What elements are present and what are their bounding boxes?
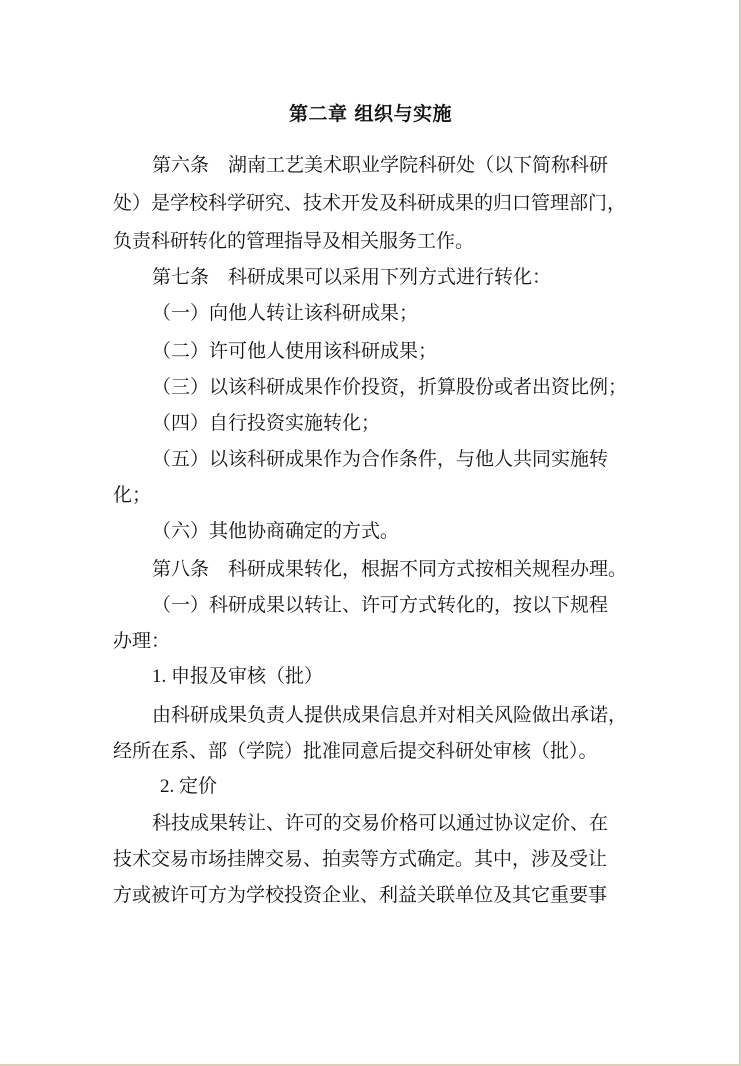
step-1-body-line-2: 经所在系、部（学院）批准同意后提交科研处审核（批）。: [113, 740, 598, 762]
method-2: （二）许可他人使用该科研成果；: [152, 340, 438, 362]
step-2-heading: 2. 定价: [160, 776, 218, 797]
article-6-line-1: 第六条 湖南工艺美术职业学院科研处（以下简称科研: [152, 154, 609, 176]
step-2-body-line-3: 方或被许可方为学校投资企业、利益关联单位及其它重要事: [113, 884, 608, 906]
article-6-line-2: 处）是学校科学研究、技术开发及科研成果的归口管理部门，: [113, 192, 627, 214]
method-1: （一）向他人转让该科研成果；: [152, 302, 419, 324]
article-8-line-1: 第八条 科研成果转化，根据不同方式按相关规程办理。: [152, 558, 628, 580]
article-7-line-1: 第七条 科研成果可以采用下列方式进行转化：: [152, 266, 552, 288]
step-2-body-line-1: 科技成果转让、许可的交易价格可以通过协议定价、在: [152, 812, 609, 834]
method-6: （六）其他协商确定的方式。: [152, 520, 400, 542]
step-1-body-line-1: 由科研成果负责人提供成果信息并对相关风险做出承诺，: [152, 704, 628, 726]
article-6-line-3: 负责科研转化的管理指导及相关服务工作。: [113, 230, 475, 252]
chapter-title: 第二章 组织与实施: [288, 103, 453, 125]
article-8-item-1-line-1: （一）科研成果以转让、许可方式转化的，按以下规程: [152, 594, 609, 616]
step-2-body-line-2: 技术交易市场挂牌交易、拍卖等方式确定。其中，涉及受让: [113, 848, 608, 870]
method-5-line-1: （五）以该科研成果作为合作条件，与他人共同实施转: [152, 448, 609, 470]
step-1-heading: 1. 申报及审核（批）: [152, 666, 324, 687]
method-5-line-2: 化；: [113, 484, 152, 506]
article-8-item-1-line-2: 办理：: [113, 630, 171, 652]
method-3: （三）以该科研成果作价投资，折算股份或者出资比例；: [152, 376, 628, 398]
method-4: （四）自行投资实施转化；: [152, 412, 381, 434]
